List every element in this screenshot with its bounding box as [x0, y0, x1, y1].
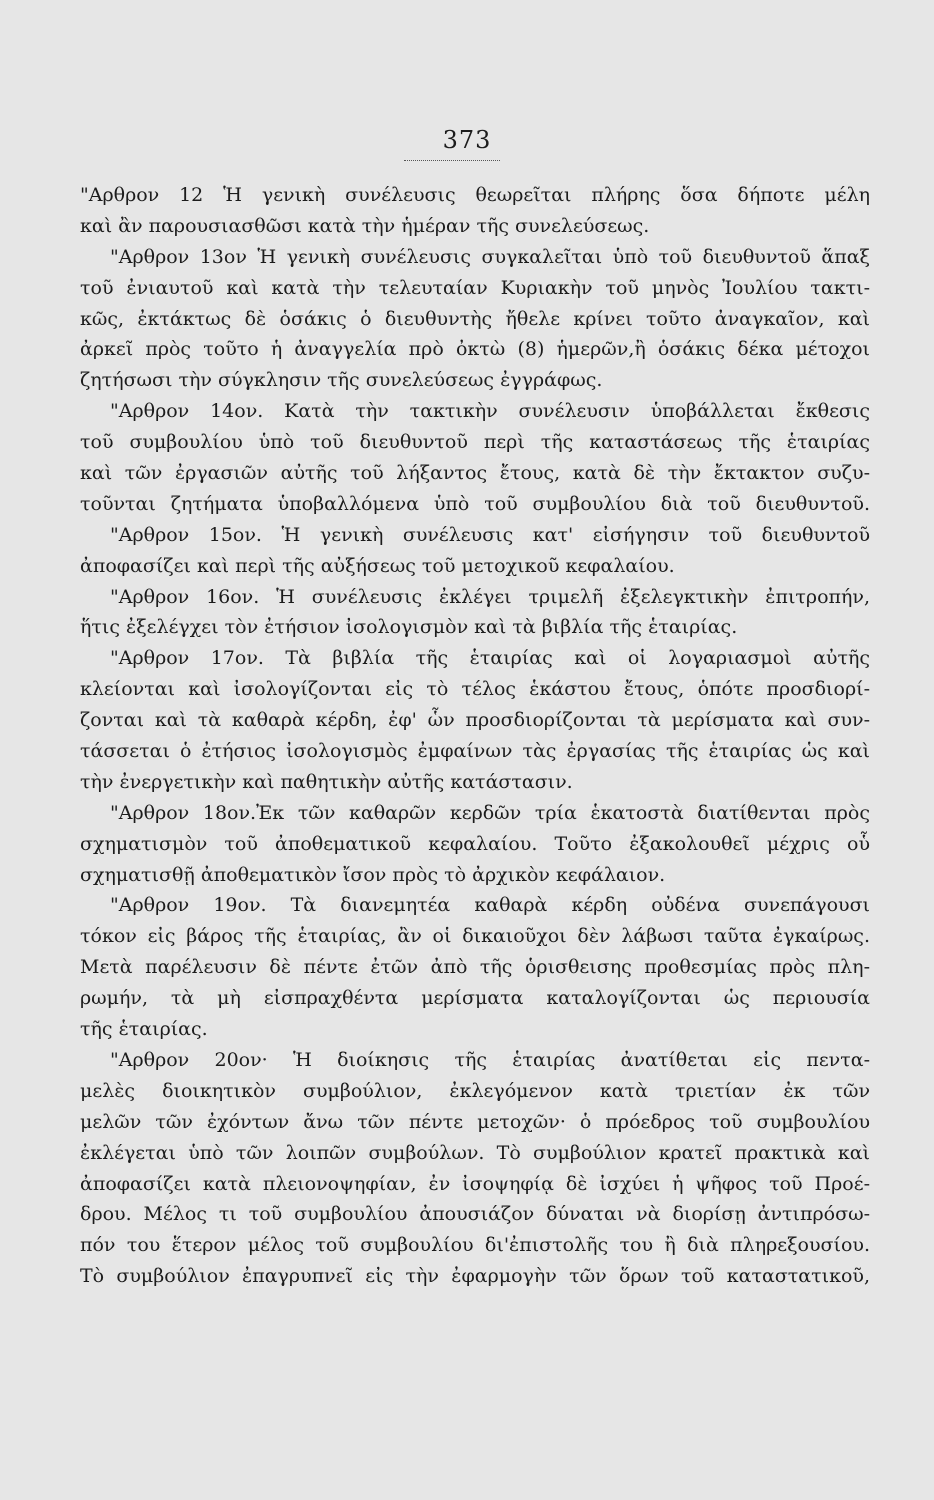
text-line: "Αρθρον 16ον. Ἡ συνέλευσις ἐκλέγει τριμελῆ ἐξελεγκτικὴν ἐπιτροπήν, — [110, 585, 870, 608]
text-line: ἀρκεῖ πρὸς τοῦτο ἡ ἀναγγελία πρὸ ὀκτὼ (8) ἡμερῶν,ἢ ὁσάκις δέκα μέτοχοι — [80, 338, 870, 361]
text-line: ἀποφασίζει καὶ περὶ τῆς αὐξήσεως τοῦ μετοχικοῦ κεφαλαίου. — [80, 554, 675, 577]
text-line: "Αρθρον 18ον.Ἐκ τῶν καθαρῶν κερδῶν τρία ἑκατοστὰ διατίθενται πρὸς — [110, 801, 870, 824]
text-line: πόν του ἕτερον μέλος τοῦ συμβουλίου δι'ἐπιστολῆς του ἢ διὰ πληρεξουσίου. — [80, 1234, 870, 1257]
text-line: καὶ τῶν ἐργασιῶν αὐτῆς τοῦ λήξαντος ἔτους, κατὰ δὲ τὴν ἔκτακτον συζυ- — [80, 462, 870, 485]
page-number-rule — [404, 160, 500, 161]
text-line: "Αρθρον 13ον Ἡ γενικὴ συνέλευσις συγκαλεῖται ὑπὸ τοῦ διευθυντοῦ ἅπαξ — [110, 245, 870, 268]
text-line: ρωμήν, τὰ μὴ εἰσπραχθέντα μερίσματα καταλογίζονται ὡς περιουσία — [80, 987, 870, 1010]
text-line: σχηματισμὸν τοῦ ἀποθεματικοῦ κεφαλαίου. Τοῦτο ἐξακολουθεῖ μέχρις οὗ — [80, 832, 870, 855]
text-line: "Αρθρον 15ον. Ἡ γενικὴ συνέλευσις κατ' εἰσήγησιν τοῦ διευθυντοῦ — [110, 523, 870, 546]
text-line: ἐκλέγεται ὑπὸ τῶν λοιπῶν συμβούλων. Τὸ συμβούλιον κρατεῖ πρακτικὰ καὶ — [80, 1141, 870, 1164]
body-text — [80, 180, 870, 1292]
text-line: ζονται καὶ τὰ καθαρὰ κέρδη, ἐφ' ὧν προσδιορίζονται τὰ μερίσματα καὶ συν- — [80, 709, 870, 732]
text-line: "Αρθρον 20ον· Ἡ διοίκησις τῆς ἑταιρίας ἀνατίθεται εἰς πεντα- — [110, 1048, 870, 1071]
text-line: σχηματισθῇ ἀποθεματικὸν ἴσον πρὸς τὸ ἀρχικὸν κεφάλαιον. — [80, 863, 666, 886]
text-line: τῆς ἑταιρίας. — [80, 1018, 208, 1041]
text-line: ἥτις ἐξελέγχει τὸν ἐτήσιον ἰσολογισμὸν καὶ τὰ βιβλία τῆς ἑταιρίας. — [80, 616, 738, 639]
text-line: τόκον εἰς βάρος τῆς ἑταιρίας, ἂν οἱ δικαιοῦχοι δὲν λάβωσι ταῦτα ἐγκαίρως. — [80, 925, 870, 948]
text-line: τοῦ ἐνιαυτοῦ καὶ κατὰ τὴν τελευταίαν Κυριακὴν τοῦ μηνὸς Ἰουλίου τακτι- — [80, 276, 870, 299]
text-line: "Αρθρον 17ον. Τὰ βιβλία τῆς ἑταιρίας καὶ οἱ λογαριασμοὶ αὐτῆς — [110, 647, 870, 670]
text-line: δρου. Μέλος τι τοῦ συμβουλίου ἀπουσιάζον δύναται νὰ διορίσῃ ἀντιπρόσω- — [80, 1203, 870, 1226]
text-line: "Αρθρον 12 Ἡ γενικὴ συνέλευσις θεωρεῖται πλήρης ὅσα δήποτε μέλη — [80, 184, 870, 206]
text-line: τοῦνται ζητήματα ὑποβαλλόμενα ὑπὸ τοῦ συμβουλίου διὰ τοῦ διευθυντοῦ. — [80, 492, 870, 515]
text-line: ζητήσωσι τὴν σύγκλησιν τῆς συνελεύσεως ἐγγράφως. — [80, 369, 603, 392]
text-line: κῶς, ἐκτάκτως δὲ ὁσάκις ὁ διευθυντὴς ἤθελε κρίνει τοῦτο ἀναγκαῖον, καὶ — [80, 307, 870, 330]
text-line: μελῶν τῶν ἐχόντων ἄνω τῶν πέντε μετοχῶν· ὁ πρόεδρος τοῦ συμβουλίου — [80, 1110, 870, 1133]
text-line: Τὸ συμβούλιον ἐπαγρυπνεῖ εἰς τὴν ἐφαρμογὴν τῶν ὅρων τοῦ καταστατικοῦ, — [80, 1265, 870, 1288]
text-line: τάσσεται ὁ ἐτήσιος ἰσολογισμὸς ἐμφαίνων τὰς ἐργασίας τῆς ἑταιρίας ὡς καὶ — [80, 740, 870, 763]
page-number: 373 — [442, 126, 492, 154]
text-line: τὴν ἐνεργετικὴν καὶ παθητικὴν αὐτῆς κατάστασιν. — [80, 770, 573, 793]
text-line: κλείονται καὶ ἰσολογίζονται εἰς τὸ τέλος ἑκάστου ἔτους, ὁπότε προσδιορί- — [80, 678, 870, 701]
text-line: μελὲς διοικητικὸν συμβούλιον, ἐκλεγόμενον κατὰ τριετίαν ἐκ τῶν — [80, 1079, 870, 1102]
text-line: "Αρθρον 19ον. Τὰ διανεμητέα καθαρὰ κέρδη οὐδένα συνεπάγουσι — [110, 894, 870, 917]
text-line: καὶ ἂν παρουσιασθῶσι κατὰ τὴν ἡμέραν τῆς συνελεύσεως. — [80, 214, 650, 237]
text-line: "Αρθρον 14ον. Κατὰ τὴν τακτικὴν συνέλευσιν ὑποβάλλεται ἔκθεσις — [110, 400, 870, 423]
text-line: Μετὰ παρέλευσιν δὲ πέντε ἐτῶν ἀπὸ τῆς ὁρισθεισης προθεσμίας πρὸς πλη- — [80, 956, 870, 979]
text-line: ἀποφασίζει κατὰ πλειονοψηφίαν, ἐν ἰσοψηφίᾳ δὲ ἰσχύει ἡ ψῆφος τοῦ Προέ- — [80, 1172, 870, 1195]
text-line: τοῦ συμβουλίου ὑπὸ τοῦ διευθυντοῦ περὶ τῆς καταστάσεως τῆς ἑταιρίας — [80, 431, 870, 454]
